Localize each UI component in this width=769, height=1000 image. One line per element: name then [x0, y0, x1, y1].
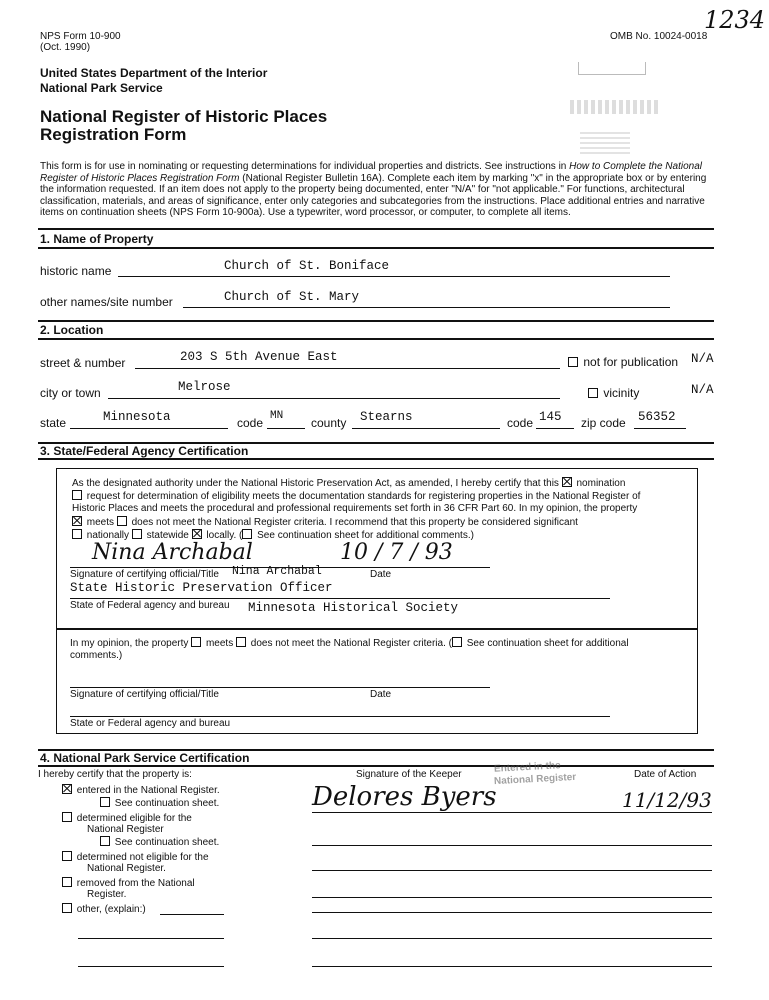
opt-removed2: Register. [87, 889, 127, 900]
action-date: 11/12/93 [622, 788, 712, 812]
agency-label: State of Federal agency and bureau [70, 600, 230, 611]
county-code-line [536, 428, 574, 429]
zip-label: zip code [581, 416, 626, 430]
vicinity-checkbox[interactable] [588, 388, 598, 398]
entered-stamp-line2: National Register [493, 771, 577, 788]
signature-label: Signature of certifying official/Title [70, 569, 219, 580]
keeper-line7 [312, 966, 712, 967]
county-value: Stearns [360, 410, 413, 424]
agency-line2 [70, 716, 610, 717]
code-label: code [237, 416, 264, 430]
does-not-meet-checkbox[interactable] [117, 516, 127, 526]
other-names-line [183, 307, 670, 308]
agency-label2: State or Federal agency and bureau [70, 718, 231, 729]
opinion-line2: comments.) [70, 650, 123, 661]
form-number: NPS Form 10-900 [40, 31, 121, 42]
state-line [70, 428, 228, 429]
signature-name: Nina Archabal [232, 565, 322, 578]
cert-line4: meets does not meet the National Register criteria. I recommend that this property be considered significant [72, 516, 578, 528]
opt-cont1: See continuation sheet. [100, 797, 219, 809]
historic-name-line [118, 276, 670, 277]
divider [38, 338, 714, 340]
other-checkbox[interactable] [62, 903, 72, 913]
certifying-signature: Nina Archabal [92, 540, 253, 565]
state-value: Minnesota [103, 410, 171, 424]
explain-line2 [78, 966, 224, 967]
historic-name-value: Church of St. Boniface [224, 259, 390, 273]
service: National Park Service [40, 81, 163, 95]
opinion-continuation-checkbox[interactable] [452, 637, 462, 647]
date-label2: Date [370, 689, 392, 700]
handwritten-number: 1234 [704, 6, 766, 34]
nationally-checkbox[interactable] [72, 529, 82, 539]
cert-line2: request for determination of eligibility meets the documentation standards for registering properties in the National Register of [72, 490, 640, 502]
not-eligible-checkbox[interactable] [62, 851, 72, 861]
divider [38, 228, 714, 230]
department: United States Department of the Interior [40, 66, 268, 80]
form-title-line1: National Register of Historic Places [40, 107, 328, 126]
code-line [267, 428, 305, 429]
action-label: Date of Action [634, 769, 697, 780]
keeper-line2 [312, 845, 712, 846]
keeper-line5 [312, 912, 712, 913]
official-title: State Historic Preservation Officer [70, 581, 333, 595]
certify-text: I hereby certify that the property is: [38, 769, 192, 780]
signature-line2 [70, 687, 490, 688]
meets-checkbox[interactable] [72, 516, 82, 526]
zip-line [634, 428, 686, 429]
keeper-signature: Delores Byers [312, 782, 497, 812]
opt-not-eligible2: National Register. [87, 863, 166, 874]
opinion-meets-checkbox[interactable] [191, 637, 201, 647]
entered-stamp-line1: Entered in the [493, 760, 561, 775]
form-date: (Oct. 1990) [40, 42, 91, 53]
opt-other: other, (explain:) [62, 903, 146, 915]
opt-not-eligible: determined not eligible for the [62, 851, 209, 863]
agency-value: Minnesota Historical Society [248, 601, 459, 615]
section1-heading: 1. Name of Property [40, 232, 154, 246]
state-label: state [40, 416, 67, 430]
city-value: Melrose [178, 380, 231, 394]
omb-number: OMB No. 10024-0018 [610, 31, 708, 42]
keeper-line6 [312, 938, 712, 939]
historic-name-label: historic name [40, 264, 112, 278]
zip-value: 56352 [638, 410, 676, 424]
divider [38, 765, 714, 767]
opinion-does-not-meet-checkbox[interactable] [236, 637, 246, 647]
receipt-stamp-smudge [570, 100, 660, 114]
vicinity-value: N/A [691, 383, 714, 397]
other-line [160, 914, 224, 915]
divider [38, 247, 714, 249]
county-line [352, 428, 500, 429]
opinion-line1: In my opinion, the property meets does not meet the National Register criteria. ( See continuation sheet for additional [70, 638, 629, 649]
explain-line1 [78, 938, 224, 939]
opt-cont2: See continuation sheet. [100, 836, 219, 848]
date-label: Date [370, 569, 392, 580]
vicinity: vicinity [588, 386, 639, 400]
intro-paragraph: This form is for use in nominating or requesting determinations for individual properties and districts. See instructions in How to Complete the National Register of Historic Places Registration Form (National Register Bulletin 16A). Complete each item by marking "x" in the appropriate box or by entering the information requested. If an item does not apply to the property being documented, enter "N/A" for "not applicable." For functions, architectural classification, materials, and areas of significance, enter only categories and subcategories from the instructions. Place additional entries and narrative items on continuation sheets (NPS Form 10-900a). Use a typewriter, word processor, or computer, to complete all items. [40, 161, 707, 218]
not-for-publication-value: N/A [691, 352, 714, 366]
not-for-publication: not for publication [568, 355, 678, 369]
section4-heading: 4. National Park Service Certification [40, 751, 250, 765]
agency-line [70, 598, 610, 599]
signature-label2: Signature of certifying official/Title [70, 689, 219, 700]
street-label: street & number [40, 356, 126, 370]
section2-heading: 2. Location [40, 323, 104, 337]
nomination-checkbox[interactable] [562, 477, 572, 487]
form-title-line2: Registration Form [40, 125, 187, 144]
entered-checkbox[interactable] [62, 784, 72, 794]
receipt-stamp-smudge2 [580, 132, 630, 154]
city-line [108, 398, 560, 399]
locally-checkbox[interactable] [192, 529, 202, 539]
keeper-line4 [312, 897, 712, 898]
street-value: 203 S 5th Avenue East [180, 350, 338, 364]
request-checkbox[interactable] [72, 490, 82, 500]
keeper-line1 [312, 812, 712, 813]
statewide-checkbox[interactable] [132, 529, 142, 539]
eligible-checkbox[interactable] [62, 812, 72, 822]
county-code-value: 145 [539, 410, 562, 424]
cert-line5: nationally statewide locally. ( See continuation sheet for additional comments.) [72, 529, 474, 541]
divider [38, 320, 714, 322]
opt-eligible2: National Register [87, 824, 164, 835]
county-code-label: code [507, 416, 534, 430]
not-for-publication-checkbox[interactable] [568, 357, 578, 367]
opt-removed: removed from the National [62, 877, 195, 889]
receipt-stamp-mark [578, 62, 646, 75]
city-label: city or town [40, 386, 101, 400]
cert-line1: As the designated authority under the National Historic Preservation Act, as amended, I hereby certify that this nomination [72, 478, 626, 489]
street-line [135, 368, 560, 369]
certifying-date: 10 / 7 / 93 [340, 540, 453, 565]
eligible-continuation-checkbox[interactable] [100, 836, 110, 846]
opt-eligible: determined eligible for the [62, 812, 192, 824]
county-label: county [311, 416, 347, 430]
opt-entered: entered in the National Register. [62, 784, 220, 796]
cert-line3: Historic Places and meets the procedural and professional requirements set forth in 36 CFR Part 60. In my opinion, the property [72, 503, 638, 514]
section3-heading: 3. State/Federal Agency Certification [40, 444, 249, 458]
keeper-label: Signature of the Keeper [356, 769, 462, 780]
code-value: MN [270, 410, 284, 422]
other-names-value: Church of St. Mary [224, 290, 360, 304]
divider [38, 458, 714, 460]
continuation-checkbox[interactable] [242, 529, 252, 539]
entered-continuation-checkbox[interactable] [100, 797, 110, 807]
other-names-label: other names/site number [40, 295, 173, 309]
removed-checkbox[interactable] [62, 877, 72, 887]
keeper-line3 [312, 870, 712, 871]
